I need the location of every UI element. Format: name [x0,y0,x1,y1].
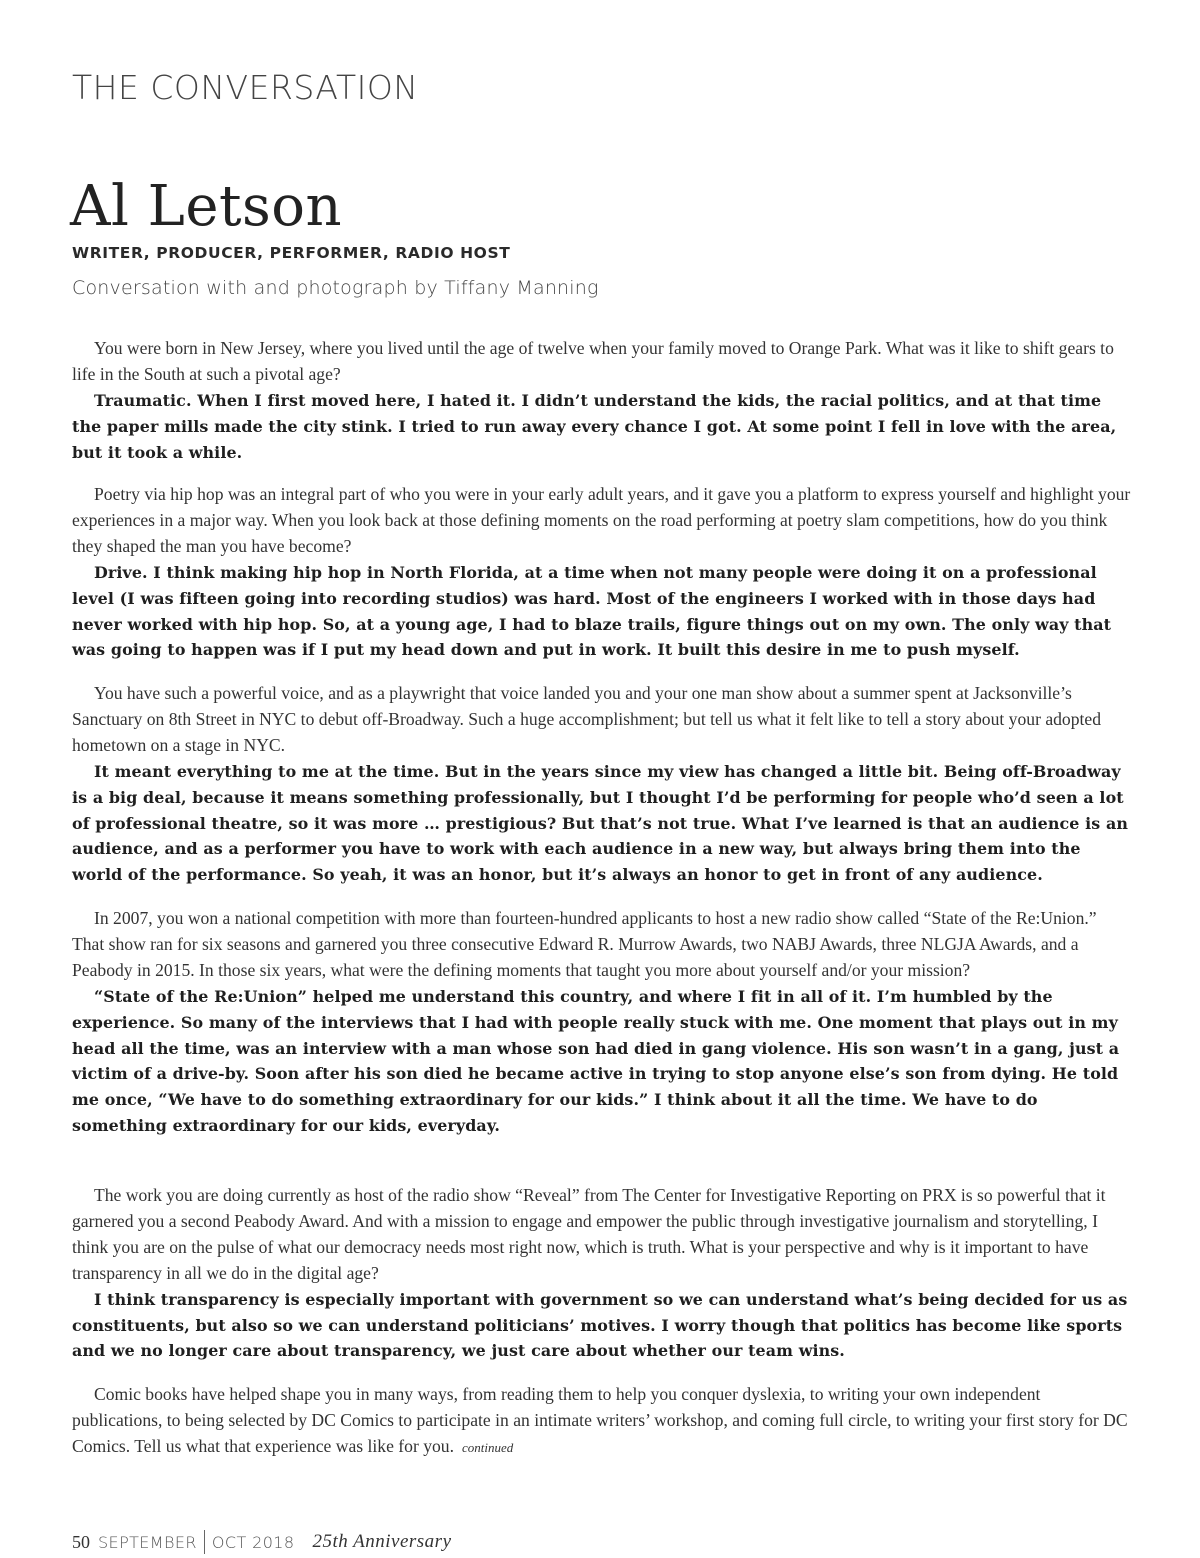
answer: Drive. I think making hip hop in North Florida, at a time when not many people were doing it on a professional level (I was fifteen going into recording studios) was hard. Most of the engineers I worked with in those days had never worked with hip hop. So, at a young age, I had to blaze trails, figure things out on my own. The only way that was going to happen was if I put my head down and put in work. It built this desire in me to push myself. [72,562,1112,660]
answer: Traumatic. When I first moved here, I hated it. I didn’t understand the kids, the racial politics, and at that time the paper mills made the city stink. I tried to run away every chance I got. At some point I fell in love with the area, but it took a while. [72,390,1117,462]
qa-block-1 [72,336,1132,466]
qa-block-6 [72,1382,1132,1461]
answer: “State of the Re:Union” helped me understand this country, and where I fit in all of it. I’m humbled by the experience. So many of the interviews that I had with people really stuck with me. One moment that plays out in my head all the time, was an interview with a man whose son had died in gang violence. His son wasn’t in a gang, just a victim of a drive-by. Soon after his son died he became active in trying to stop anyone else’s son from dying. He told me once, “We have to do something extraordinary for our kids.” I think about it all the time. We have to do something extraordinary for our kids, everyday. [72,986,1120,1136]
qa-block-4 [72,906,1132,1139]
question: You have such a powerful voice, and as a playwright that voice landed you and your one man show about a summer spent at Jacksonville’s Sanctuary on 8th Street in NYC to debut off-Broadway. Such a huge accomplishment; but tell us what it felt like to tell a story about your adopted hometown on a stage in NYC. [72,683,1102,755]
question: Poetry via hip hop was an integral part of who you were in your early adult years, and it gave you a platform to express yourself and highlight your experiences in a major way. When you look back at those defining moments on the road performing at poetry slam competitions, how do you think they shaped the man you have become? [72,484,1131,556]
interviewee-roles: WRITER, PRODUCER, PERFORMER, RADIO HOST [72,244,511,262]
byline-credit: Conversation with and photograph by Tiffany Manning [72,277,599,299]
issue-month-year: OCT 2018 [211,1532,295,1552]
continued-marker: continued [462,1439,514,1455]
page-footer [72,1530,452,1554]
question: The work you are doing currently as host of the radio show “Reveal” from The Center for Investigative Reporting on PRX is so powerful that it garnered you a second Peabody Award. And with a mission to engage and empower the public through investigative journalism and storytelling, I think you are on the pulse of what our democracy needs most right now, which is truth. What is your perspective and why is it important to have transparency in all we do in the digital age? [72,1185,1106,1283]
section-label: THE CONVERSATION [72,68,419,107]
qa-block-5 [72,1183,1132,1364]
page-number: 50 [72,1531,90,1552]
question-text: Comic books have helped shape you in many ways, from reading them to help you conquer dyslexia, to writing your own independent publications, to being selected by DC Comics to participate in an intimate writers’ workshop, and coming full circle, to writing your first story for DC Comics. Tell us what that experience was like for you. [72,1384,1128,1456]
footer-divider [204,1530,205,1554]
question: In 2007, you won a national competition with more than fourteen-hundred applicants to host a new radio show called “State of the Re:Union.” That show ran for six seasons and garnered you three consecutive Edward R. Murrow Awards, two NABJ Awards, three NLGJA Awards, and a Peabody in 2015. In those six years, what were the defining moments that taught you more about yourself and/or your mission? [72,908,1097,980]
anniversary-label: 25th Anniversary [312,1531,452,1552]
answer: I think transparency is especially important with government so we can understand what’s being decided for us as constituents, but also so we can understand politicians’ motives. I worry though that politics has become like sports and we no longer care about transparency, we just care about whether our team wins. [72,1289,1128,1361]
answer: It meant everything to me at the time. But in the years since my view has changed a little bit. Being off-Broadway is a big deal, because it means something professionally, but I thought I’d be performing for people who’d seen a lot of professional theatre, so it was more … prestigious? But that’s not true. What I’ve learned is that an audience is an audience, and as a performer you have to work with each audience in a new way, but always bring them into the world of the performance. So yeah, it was an honor, but it’s always an honor to get in front of any audience. [72,761,1129,885]
question: You were born in New Jersey, where you lived until the age of twelve when your family moved to Orange Park. What was it like to shift gears to life in the South at such a pivotal age? [72,338,1114,384]
qa-block-2 [72,482,1132,663]
question [72,1382,1132,1461]
issue-month: SEPTEMBER [98,1532,197,1552]
interviewee-name: Al Letson [70,174,343,239]
qa-block-3 [72,681,1132,888]
